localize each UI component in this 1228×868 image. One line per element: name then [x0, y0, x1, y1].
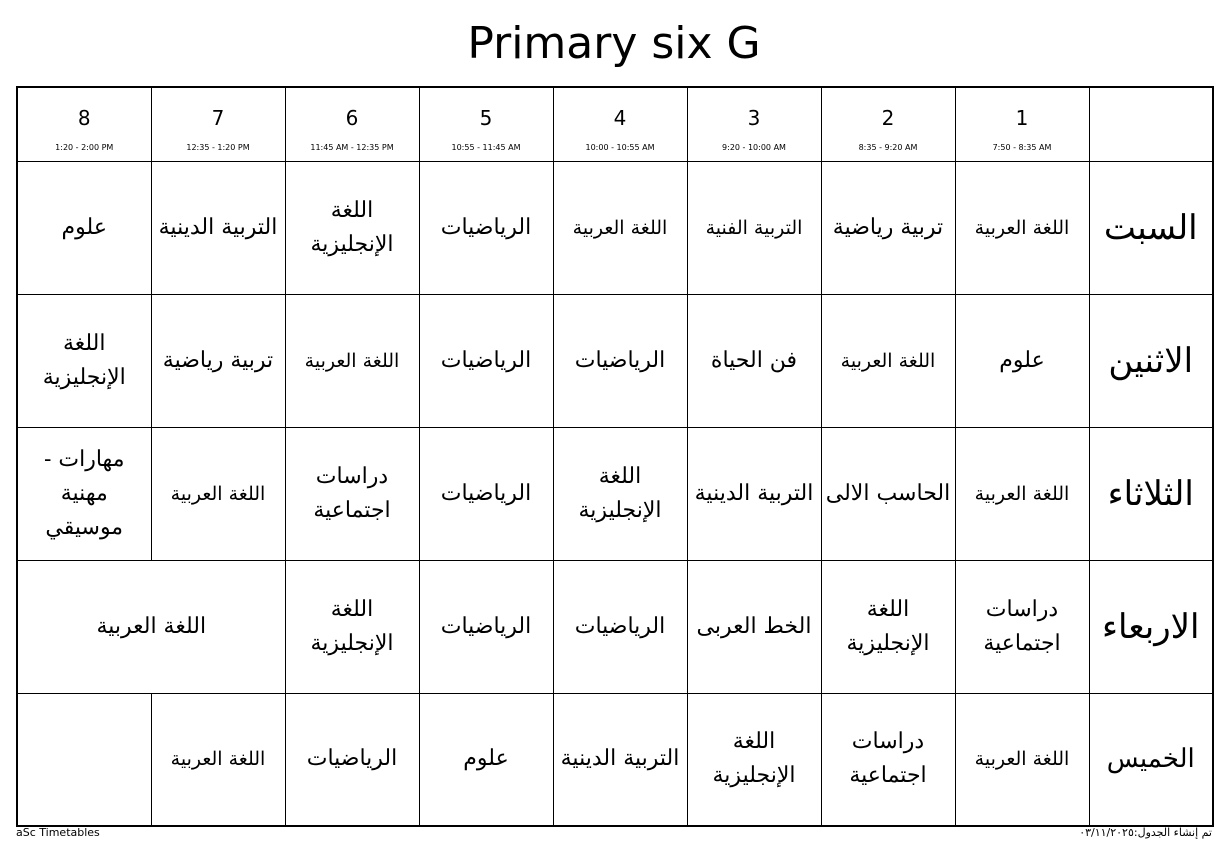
- period-header: 2 8:35 - 9:20 AM: [821, 87, 955, 161]
- lesson-cell: علوم: [419, 693, 553, 826]
- lesson-cell: اللغة العربية: [821, 294, 955, 427]
- page-title: Primary six G: [467, 18, 761, 69]
- lesson-cell: اللغة الإنجليزية: [687, 693, 821, 826]
- lesson-cell: الحاسب الالى: [821, 427, 955, 560]
- period-header: 1 7:50 - 8:35 AM: [955, 87, 1089, 161]
- lesson-cell: الرياضيات: [553, 294, 687, 427]
- period-header: 3 9:20 - 10:00 AM: [687, 87, 821, 161]
- lesson-cell: الرياضيات: [285, 693, 419, 826]
- lesson-cell: التربية الدينية: [687, 427, 821, 560]
- lesson-cell: الرياضيات: [553, 560, 687, 693]
- lesson-cell-double: اللغة العربية: [17, 560, 285, 693]
- period-header-row: [17, 87, 1213, 161]
- lesson-cell: التربية الفنية: [687, 161, 821, 294]
- day-row-wednesday: [17, 560, 1213, 693]
- period-header: 5 10:55 - 11:45 AM: [419, 87, 553, 161]
- lesson-cell: اللغة العربية: [151, 693, 285, 826]
- lesson-cell: اللغة العربية: [955, 693, 1089, 826]
- lesson-cell: الرياضيات: [419, 427, 553, 560]
- day-label: الثلاثاء: [1089, 427, 1213, 560]
- lesson-cell: علوم: [955, 294, 1089, 427]
- lesson-cell: الرياضيات: [419, 294, 553, 427]
- lesson-cell: دراسات اجتماعية: [821, 693, 955, 826]
- day-row-thursday: [17, 693, 1213, 826]
- day-row-tuesday: [17, 427, 1213, 560]
- lesson-cell: علوم: [17, 161, 151, 294]
- lesson-cell: دراسات اجتماعية: [285, 427, 419, 560]
- lesson-cell: الخط العربى: [687, 560, 821, 693]
- lesson-cell: الرياضيات: [419, 560, 553, 693]
- period-header: 6 11:45 AM - 12:35 PM: [285, 87, 419, 161]
- lesson-cell: التربية الدينية: [151, 161, 285, 294]
- period-header: 8 1:20 - 2:00 PM: [17, 87, 151, 161]
- day-row-saturday: [17, 161, 1213, 294]
- timetable: [16, 86, 1214, 827]
- lesson-cell: فن الحياة: [687, 294, 821, 427]
- corner-cell: [1089, 87, 1213, 161]
- lesson-cell: مهارات - مهنية موسيقي: [17, 427, 151, 560]
- lesson-cell: الرياضيات: [419, 161, 553, 294]
- lesson-cell: اللغة العربية: [955, 427, 1089, 560]
- lesson-cell: تربية رياضية: [151, 294, 285, 427]
- day-row-monday: [17, 294, 1213, 427]
- lesson-cell: اللغة الإنجليزية: [285, 560, 419, 693]
- lesson-cell: اللغة الإنجليزية: [553, 427, 687, 560]
- lesson-cell: دراسات اجتماعية: [955, 560, 1089, 693]
- day-label: الاثنين: [1089, 294, 1213, 427]
- lesson-cell: اللغة الإنجليزية: [285, 161, 419, 294]
- day-label: الاربعاء: [1089, 560, 1213, 693]
- lesson-cell: اللغة العربية: [151, 427, 285, 560]
- lesson-cell: التربية الدينية: [553, 693, 687, 826]
- day-label: السبت: [1089, 161, 1213, 294]
- lesson-cell: اللغة العربية: [955, 161, 1089, 294]
- period-header: 7 12:35 - 1:20 PM: [151, 87, 285, 161]
- footer-software-credit: aSc Timetables: [16, 826, 100, 839]
- footer-generated-date: تم إنشاء الجدول:٠٣/١١/٢٠٢٥: [1079, 826, 1212, 839]
- day-label: الخميس: [1089, 693, 1213, 826]
- lesson-cell: اللغة العربية: [553, 161, 687, 294]
- period-header: 4 10:00 - 10:55 AM: [553, 87, 687, 161]
- lesson-cell: اللغة الإنجليزية: [821, 560, 955, 693]
- lesson-cell-empty: [17, 693, 151, 826]
- lesson-cell: اللغة الإنجليزية: [17, 294, 151, 427]
- lesson-cell: اللغة العربية: [285, 294, 419, 427]
- lesson-cell: تربية رياضية: [821, 161, 955, 294]
